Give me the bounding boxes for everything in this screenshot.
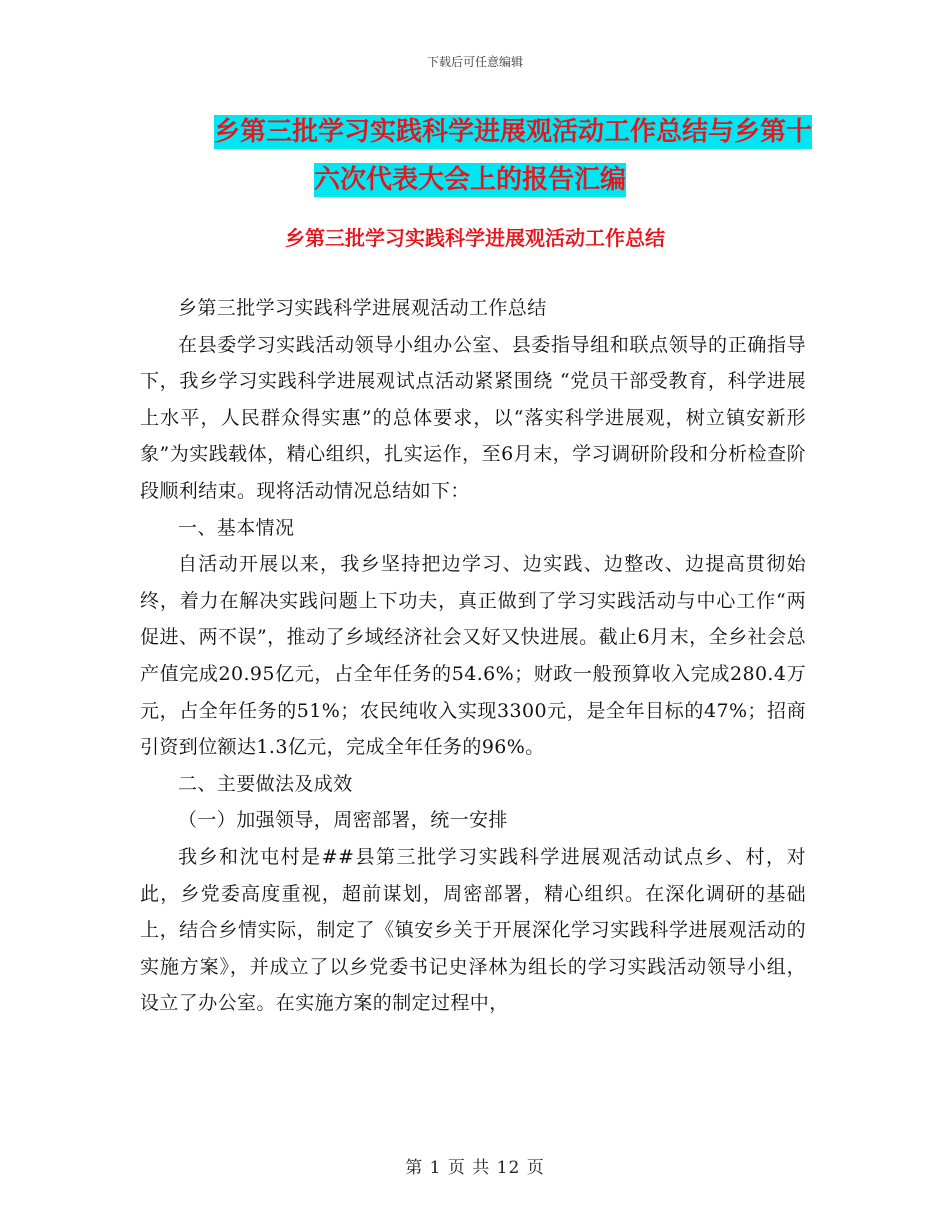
title-line-2 (138, 156, 812, 204)
heading-basic-situation: 一、基本情况 (178, 516, 295, 539)
paragraph-subtitle: 乡第三批学习实践科学进展观活动工作总结 (178, 297, 547, 319)
body-text (140, 290, 806, 1022)
title-line-1 (138, 108, 812, 156)
document-title (138, 108, 812, 204)
paragraph-basic-situation: 自活动开展以来，我乡坚持把边学习、边实践、边整改、边提高贯彻始终，着力在解决实践问题上下功夫，真正做到了学习实践活动与中心工作“两促进、两不误”，推动了乡域经济社会又好又快进展。截止6月末，全乡社会总产值完成20.95亿元，占全年任务的54.6%；财政一般预算收入完成280.4万元，占全年任务的51%；农民纯收入实现3300元，是全年目标的47%；招商引资到位额达1.3亿元，完成全年任务的96%。 (140, 553, 806, 759)
subheading-leadership: （一）加强领导，周密部署，统一安排 (178, 809, 508, 832)
heading-main-practices: 二、主要做法及成效 (178, 772, 353, 795)
title-line-2-text: 六次代表大会上的报告汇编 (314, 165, 627, 195)
paragraph-leadership: 我乡和沈屯村是##县第三批学习实践科学进展观活动试点乡、村，对此，乡党委高度重视，超前谋划，周密部署，精心组织。在深化调研的基础上，结合乡情实际，制定了《镇安乡关于开展深化学习实践科学进展观活动的实施方案》，并成立了以乡党委书记史泽林为组长的学习实践活动领导小组，设立了办公室。在实施方案的制定过程中， (140, 845, 806, 1015)
section-title: 乡第三批学习实践科学进展观活动工作总结 (285, 226, 665, 250)
page-footer: 第 1 页 共 12 页 (405, 1158, 545, 1178)
header-note: 下载后可任意编辑 (426, 55, 523, 69)
paragraph-intro: 在县委学习实践活动领导小组办公室、县委指导组和联点领导的正确指导下，我乡学习实践科学进展观试点活动紧紧围绕 “党员干部受教育，科学进展上水平，人民群众得实惠”的总体要求，以“落实科学进展观，树立镇安新形象”为实践载体，精心组织，扎实运作，至6月末，学习调研阶段和分析检查阶段顺利结束。现将活动情况总结如下： (140, 333, 806, 502)
title-line-1-text: 乡第三批学习实践科学进展观活动工作总结与乡第十 (213, 117, 812, 147)
